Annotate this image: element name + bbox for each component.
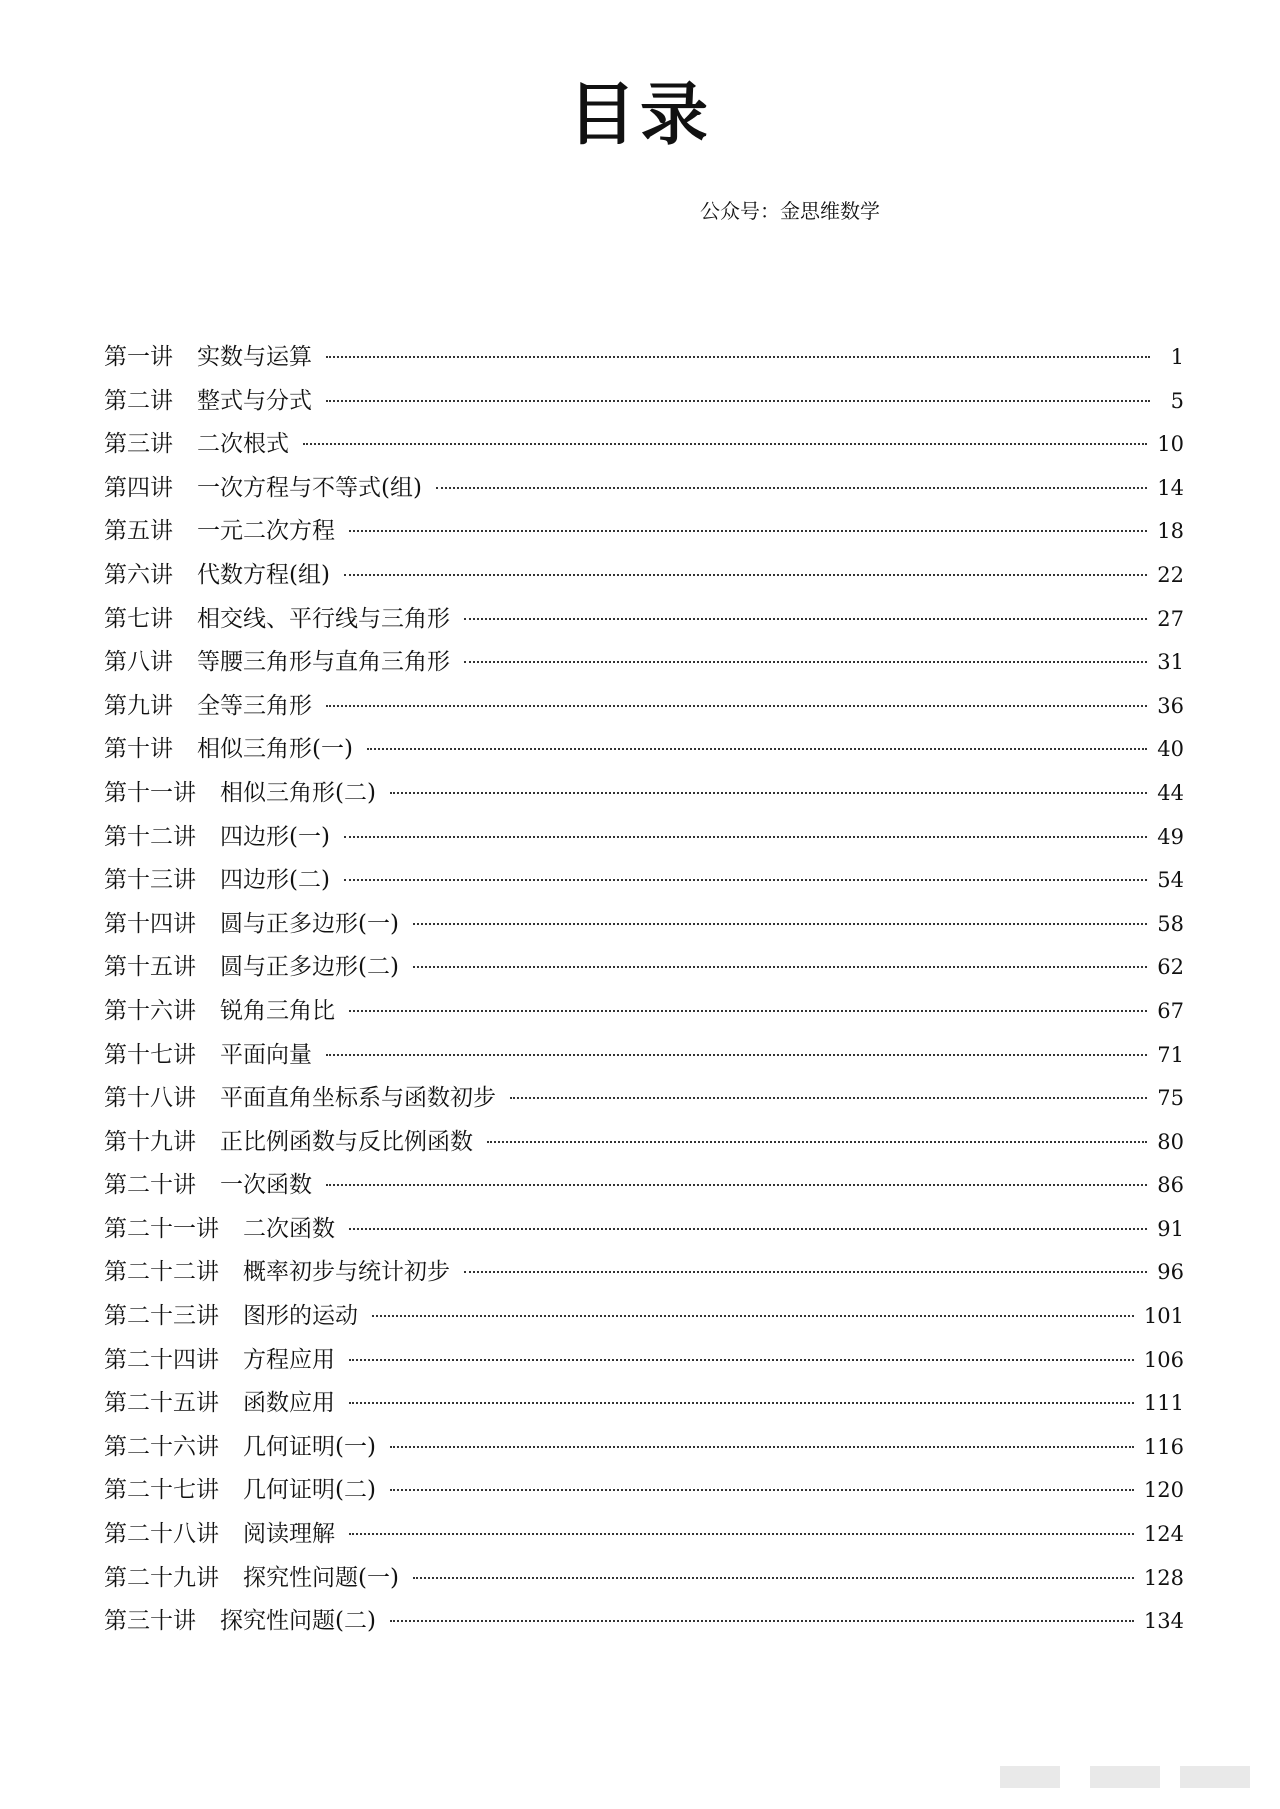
dot-leader [413, 966, 1147, 968]
scan-artifact [1180, 1766, 1250, 1788]
scan-artifact [1000, 1766, 1060, 1788]
toc-entry [104, 861, 1184, 905]
lecture-title: 实数与运算 [197, 344, 312, 370]
lecture-title: 一元二次方程 [197, 518, 335, 545]
dot-leader [413, 1577, 1134, 1579]
lecture-title: 探究性问题(二) [220, 1608, 376, 1635]
page-number: 18 [1157, 519, 1184, 544]
dot-leader [344, 879, 1147, 881]
dot-leader [390, 1446, 1134, 1448]
toc-entry [104, 1384, 1184, 1428]
dot-leader [372, 1315, 1134, 1317]
lecture-number: 第二十二讲 [104, 1259, 219, 1286]
dot-leader [390, 1620, 1134, 1622]
lecture-title: 函数应用 [243, 1390, 335, 1417]
lecture-number: 第三讲 [104, 431, 173, 458]
lecture-title: 四边形(二) [220, 867, 330, 894]
page-number: 44 [1157, 780, 1184, 805]
lecture-title: 整式与分式 [197, 387, 312, 414]
page-number: 134 [1143, 1609, 1184, 1634]
lecture-title: 探究性问题(一) [243, 1564, 399, 1591]
lecture-number: 第四讲 [104, 474, 173, 501]
toc-entry [104, 1036, 1184, 1080]
lecture-number: 第十七讲 [104, 1041, 196, 1068]
page-number: 40 [1157, 737, 1184, 762]
lecture-number: 第七讲 [104, 605, 173, 632]
page-number: 101 [1143, 1304, 1184, 1329]
toc-entry [104, 1123, 1184, 1167]
toc-entry [104, 1253, 1184, 1297]
lecture-title: 二次根式 [197, 431, 289, 458]
lecture-number: 第二十六讲 [104, 1433, 219, 1460]
dot-leader [344, 574, 1147, 576]
lecture-title: 方程应用 [243, 1346, 335, 1373]
lecture-title: 阅读理解 [243, 1521, 335, 1548]
dot-leader [464, 661, 1147, 663]
dot-leader [326, 705, 1147, 707]
lecture-title: 几何证明(二) [243, 1477, 376, 1504]
lecture-number: 第五讲 [104, 518, 173, 545]
page-number: 75 [1157, 1086, 1184, 1111]
page-number: 62 [1157, 955, 1184, 980]
toc-entry [104, 1428, 1184, 1472]
dot-leader [326, 356, 1150, 358]
dot-leader [510, 1097, 1147, 1099]
lecture-number: 第一讲 [104, 344, 173, 370]
lecture-title: 相交线、平行线与三角形 [197, 605, 450, 632]
page-number: 1 [1170, 345, 1184, 369]
page-number: 71 [1157, 1042, 1184, 1067]
subtitle: 公众号：金思维数学 [700, 199, 880, 223]
page-number: 22 [1157, 562, 1184, 587]
lecture-number: 第十五讲 [104, 954, 196, 981]
dot-leader [413, 923, 1147, 925]
page-number: 31 [1157, 650, 1184, 675]
lecture-number: 第八讲 [104, 649, 173, 676]
toc-entry [104, 1602, 1184, 1646]
lecture-number: 第十四讲 [104, 910, 196, 937]
dot-leader [349, 1010, 1147, 1012]
page-number: 80 [1157, 1129, 1184, 1154]
page-number: 14 [1157, 475, 1184, 500]
dot-leader [367, 748, 1147, 750]
dot-leader [487, 1141, 1147, 1143]
lecture-number: 第十九讲 [104, 1128, 196, 1155]
page-number: 91 [1157, 1216, 1184, 1241]
dot-leader [326, 400, 1150, 402]
lecture-title: 几何证明(一) [243, 1433, 376, 1460]
dot-leader [464, 618, 1147, 620]
lecture-number: 第二十讲 [104, 1172, 196, 1199]
toc-entry [104, 687, 1184, 731]
toc-entry [104, 1515, 1184, 1559]
dot-leader [303, 443, 1147, 445]
page-number: 54 [1157, 868, 1184, 893]
toc-entry [104, 338, 1184, 382]
toc-entry [104, 1471, 1184, 1515]
lecture-title: 一次函数 [220, 1172, 312, 1199]
dot-leader [349, 530, 1147, 532]
page-number: 67 [1157, 998, 1184, 1023]
table-of-contents [104, 338, 1184, 1646]
page-number: 106 [1143, 1347, 1184, 1372]
dot-leader [390, 1489, 1134, 1491]
lecture-title: 代数方程(组) [197, 561, 330, 588]
lecture-number: 第十讲 [104, 736, 173, 763]
page-number: 120 [1143, 1478, 1184, 1503]
toc-entry [104, 512, 1184, 556]
toc-entry [104, 905, 1184, 949]
page-number: 128 [1143, 1565, 1184, 1590]
page-number: 96 [1157, 1260, 1184, 1285]
lecture-title: 平面直角坐标系与函数初步 [220, 1085, 496, 1112]
page-number: 111 [1143, 1391, 1184, 1416]
lecture-number: 第十一讲 [104, 779, 196, 806]
toc-entry [104, 818, 1184, 862]
lecture-number: 第二十三讲 [104, 1303, 219, 1330]
dot-leader [390, 792, 1147, 794]
toc-entry [104, 948, 1184, 992]
dot-leader [349, 1359, 1134, 1361]
toc-entry [104, 1079, 1184, 1123]
lecture-number: 第十六讲 [104, 997, 196, 1024]
lecture-title: 二次函数 [243, 1215, 335, 1242]
toc-entry [104, 1559, 1184, 1603]
lecture-title: 概率初步与统计初步 [243, 1259, 450, 1286]
page-number: 49 [1157, 824, 1184, 849]
dot-leader [326, 1054, 1147, 1056]
page-number: 5 [1170, 388, 1184, 413]
toc-entry [104, 425, 1184, 469]
lecture-title: 图形的运动 [243, 1303, 358, 1330]
toc-entry [104, 774, 1184, 818]
lecture-number: 第六讲 [104, 561, 173, 588]
page-number: 27 [1157, 606, 1184, 631]
toc-entry [104, 469, 1184, 513]
toc-entry [104, 1297, 1184, 1341]
lecture-title: 正比例函数与反比例函数 [220, 1128, 473, 1155]
dot-leader [436, 487, 1147, 489]
page-number: 124 [1143, 1522, 1184, 1547]
lecture-number: 第十三讲 [104, 867, 196, 894]
lecture-number: 第三十讲 [104, 1608, 196, 1635]
toc-entry [104, 730, 1184, 774]
lecture-title: 平面向量 [220, 1041, 312, 1068]
page-title: 目录 [567, 76, 712, 155]
lecture-number: 第二十八讲 [104, 1521, 219, 1548]
lecture-number: 第二十七讲 [104, 1477, 219, 1504]
toc-entry [104, 1210, 1184, 1254]
dot-leader [344, 836, 1147, 838]
lecture-title: 相似三角形(二) [220, 779, 376, 806]
toc-entry [104, 992, 1184, 1036]
dot-leader [349, 1228, 1147, 1230]
lecture-number: 第十八讲 [104, 1085, 196, 1112]
page-number: 58 [1157, 911, 1184, 936]
lecture-number: 第二十四讲 [104, 1346, 219, 1373]
lecture-title: 等腰三角形与直角三角形 [197, 649, 450, 676]
toc-entry [104, 556, 1184, 600]
toc-entry [104, 643, 1184, 687]
dot-leader [349, 1533, 1134, 1535]
lecture-title: 圆与正多边形(二) [220, 954, 399, 981]
page-number: 86 [1157, 1173, 1184, 1198]
page-number: 116 [1143, 1434, 1184, 1459]
lecture-title: 四边形(一) [220, 823, 330, 850]
lecture-number: 第二讲 [104, 387, 173, 414]
lecture-title: 一次方程与不等式(组) [197, 474, 422, 501]
scan-artifact [1090, 1766, 1160, 1788]
toc-entry [104, 1341, 1184, 1385]
lecture-title: 相似三角形(一) [197, 736, 353, 763]
lecture-title: 全等三角形 [197, 692, 312, 719]
lecture-number: 第十二讲 [104, 823, 196, 850]
page-number: 10 [1157, 432, 1184, 457]
dot-leader [349, 1402, 1134, 1404]
lecture-number: 第九讲 [104, 692, 173, 719]
toc-entry [104, 382, 1184, 426]
page-number: 36 [1157, 693, 1184, 718]
dot-leader [326, 1184, 1147, 1186]
lecture-number: 第二十九讲 [104, 1564, 219, 1591]
dot-leader [464, 1271, 1147, 1273]
lecture-number: 第二十五讲 [104, 1390, 219, 1417]
lecture-title: 锐角三角比 [220, 997, 335, 1024]
lecture-number: 第二十一讲 [104, 1215, 219, 1242]
toc-entry [104, 1166, 1184, 1210]
toc-entry [104, 600, 1184, 644]
lecture-title: 圆与正多边形(一) [220, 910, 399, 937]
